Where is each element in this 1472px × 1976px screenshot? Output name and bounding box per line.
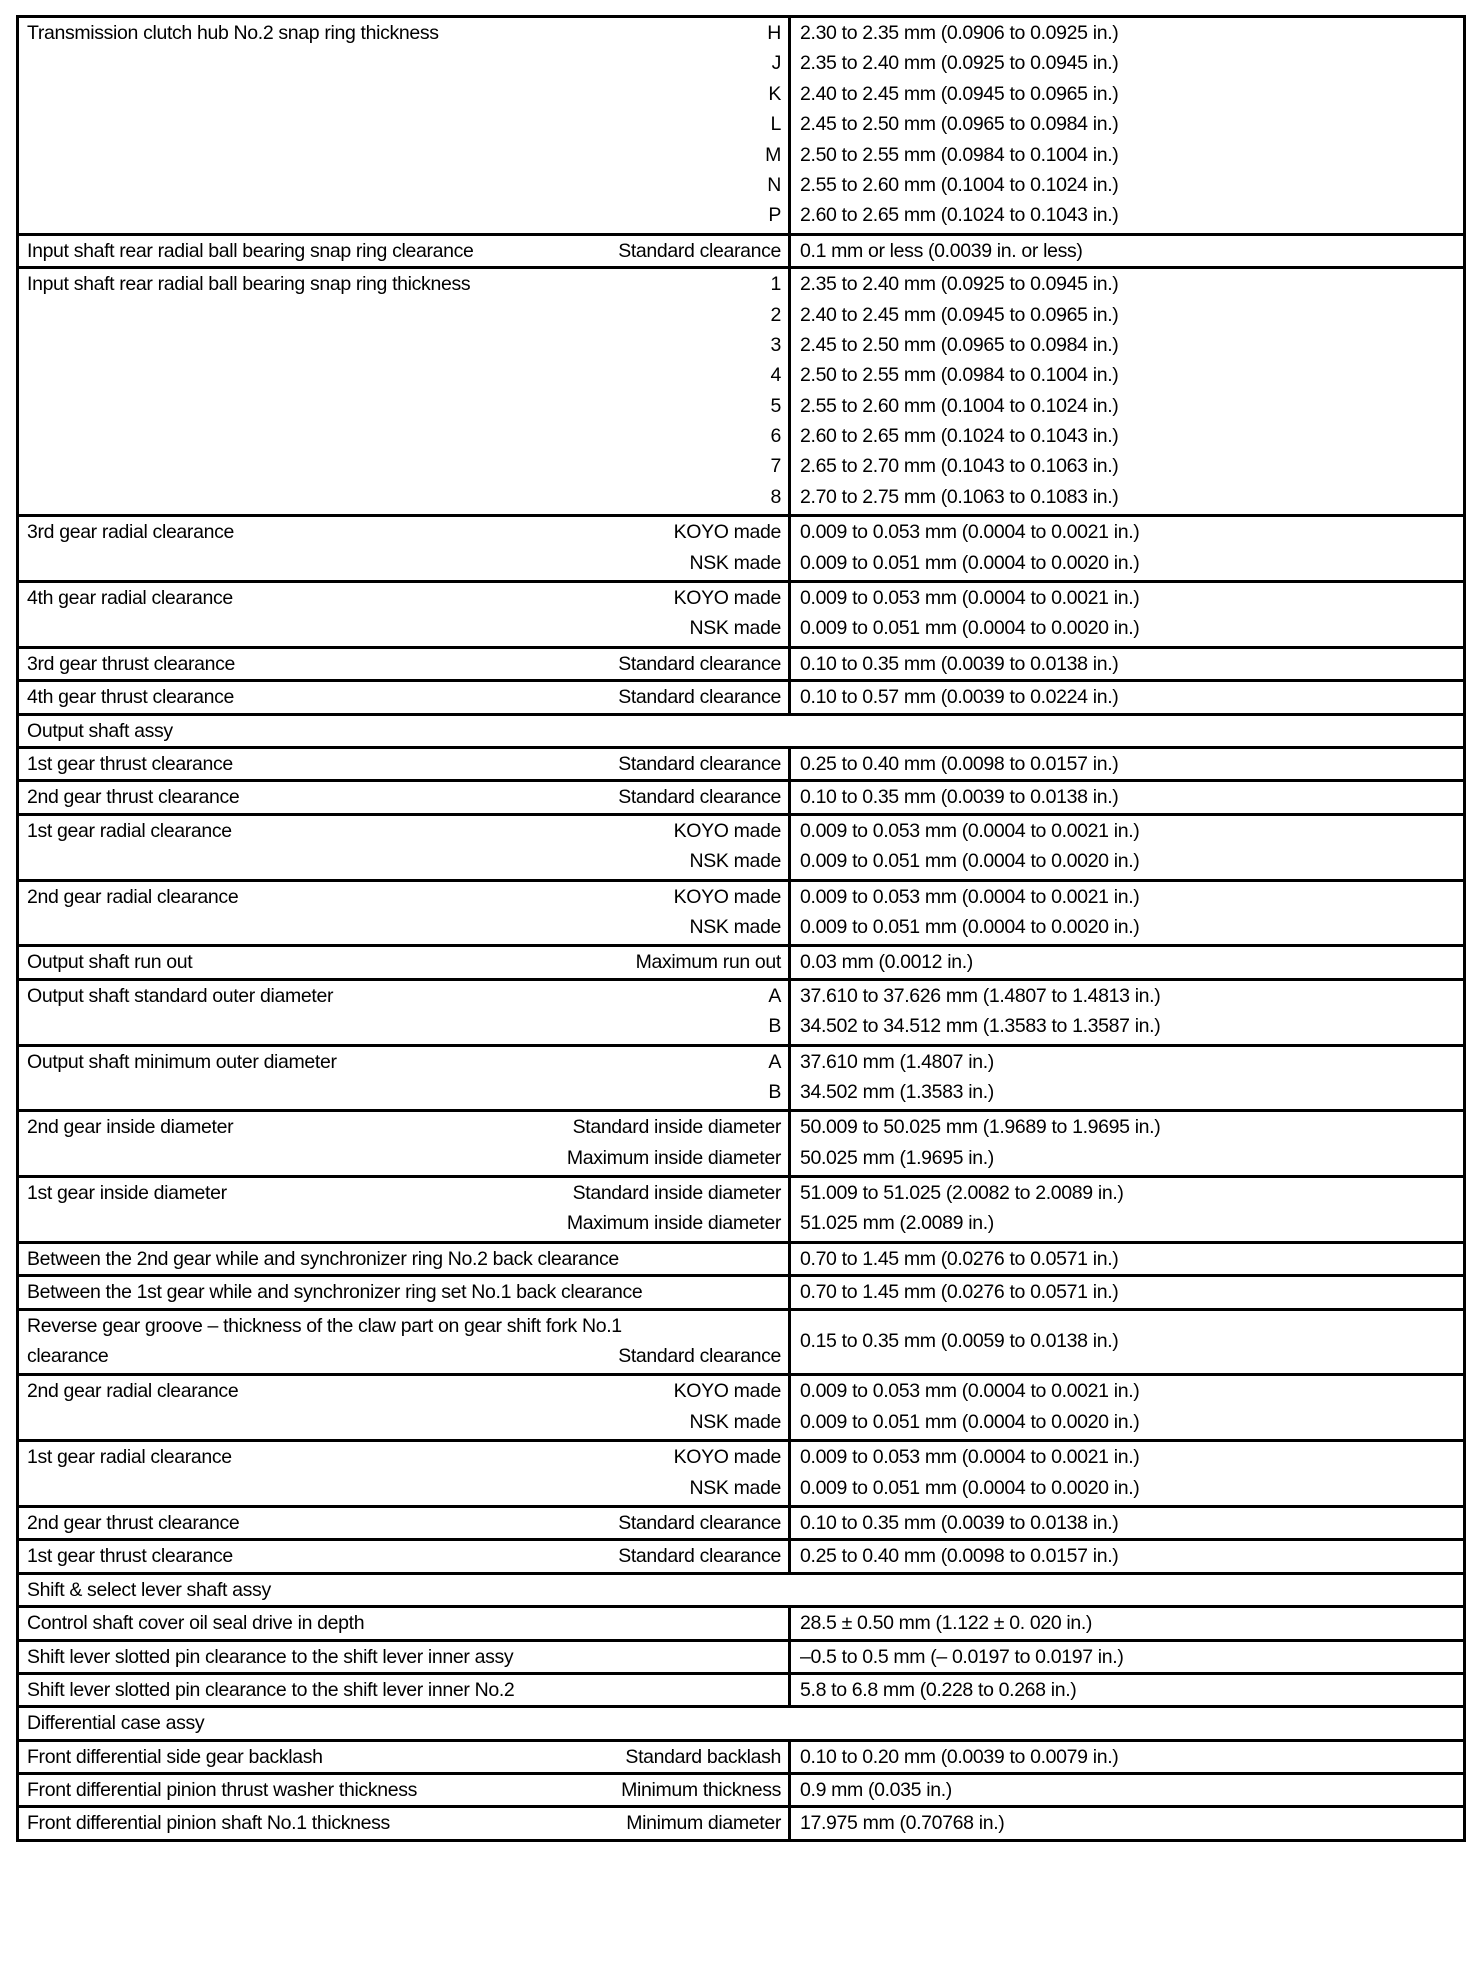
spec-item-line: [19, 451, 788, 481]
spec-item-label: 1st gear thrust clearance: [27, 1545, 233, 1568]
spec-item-label: 1st gear radial clearance: [27, 1446, 232, 1469]
spec-value: 2.50 to 2.55 mm (0.0984 to 0.1004 in.): [800, 364, 1119, 387]
spec-value: 2.40 to 2.45 mm (0.0945 to 0.0965 in.): [800, 303, 1119, 326]
spec-row: [18, 1045, 1465, 1111]
spec-value: 0.15 to 0.35 mm (0.0059 to 0.0138 in.): [800, 1329, 1119, 1352]
spec-qualifier: 3: [770, 333, 781, 356]
spec-value-cell: [790, 1774, 1465, 1807]
spec-qualifier: KOYO made: [673, 587, 781, 610]
section-header-cell: [18, 1573, 1465, 1606]
spec-item-line: [19, 981, 788, 1011]
spec-qualifier: L: [770, 113, 781, 136]
spec-item-line: [19, 1077, 788, 1107]
spec-row: [18, 647, 1465, 680]
spec-item-cell: [18, 1774, 790, 1807]
spec-row: [18, 1506, 1465, 1539]
spec-value: 34.502 to 34.512 mm (1.3583 to 1.3587 in.): [800, 1015, 1161, 1038]
spec-value: 2.60 to 2.65 mm (0.1024 to 0.1043 in.): [800, 425, 1119, 448]
spec-value: 2.35 to 2.40 mm (0.0925 to 0.0945 in.): [800, 52, 1119, 75]
spec-row: [18, 681, 1465, 714]
spec-item-cell: [18, 268, 790, 516]
spec-qualifier: Standard clearance: [618, 1345, 781, 1368]
spec-qualifier: K: [768, 82, 781, 105]
spec-row: [18, 1774, 1465, 1807]
spec-row: [18, 1242, 1465, 1275]
spec-item-cell: [18, 1242, 790, 1275]
spec-item-cell: [18, 979, 790, 1045]
spec-qualifier: KOYO made: [673, 521, 781, 544]
spec-qualifier: B: [768, 1080, 781, 1103]
spec-item-cell: [18, 582, 790, 648]
spec-value: 50.025 mm (1.9695 in.): [800, 1146, 994, 1169]
section-header-row: [18, 1573, 1465, 1606]
spec-item-line: [19, 1808, 788, 1838]
spec-item-line: [19, 1143, 788, 1173]
spec-value: 2.60 to 2.65 mm (0.1024 to 0.1043 in.): [800, 204, 1119, 227]
spec-qualifier: Standard inside diameter: [572, 1116, 781, 1139]
spec-item-line: [19, 18, 788, 48]
spec-item-line: [19, 782, 788, 812]
spec-value: 0.10 to 0.35 mm (0.0039 to 0.0138 in.): [800, 1511, 1119, 1534]
spec-value-cell: [790, 1375, 1465, 1441]
spec-qualifier: A: [768, 984, 781, 1007]
spec-value-cell: [790, 1640, 1465, 1673]
spec-item-line: [19, 1277, 788, 1307]
spec-value-cell: [790, 781, 1465, 814]
spec-value: 37.610 to 37.626 mm (1.4807 to 1.4813 in.): [800, 984, 1161, 1007]
spec-qualifier: Standard clearance: [618, 652, 781, 675]
spec-item-line: [19, 1508, 788, 1538]
spec-qualifier: Maximum inside diameter: [566, 1212, 781, 1235]
spec-value-cell: [790, 1506, 1465, 1539]
spec-item-cell: [18, 1607, 790, 1640]
spec-item-label: Output shaft minimum outer diameter: [27, 1050, 337, 1073]
spec-item-line: [19, 947, 788, 977]
spec-value: 0.009 to 0.053 mm (0.0004 to 0.0021 in.): [800, 521, 1140, 544]
spec-value-cell: [790, 880, 1465, 946]
spec-item-line: [19, 48, 788, 78]
spec-item-line: [19, 330, 788, 360]
spec-qualifier: Standard clearance: [618, 686, 781, 709]
spec-row: [18, 516, 1465, 582]
spec-value-cell: [790, 1111, 1465, 1177]
spec-value-cell: [790, 516, 1465, 582]
spec-item-cell: [18, 1506, 790, 1539]
spec-value: 0.10 to 0.35 mm (0.0039 to 0.0138 in.): [800, 786, 1119, 809]
spec-qualifier: NSK made: [689, 551, 781, 574]
spec-qualifier: 2: [770, 303, 781, 326]
spec-row: [18, 17, 1465, 235]
spec-item-line: [19, 1473, 788, 1503]
spec-row: [18, 1607, 1465, 1640]
spec-value-cell: [790, 1441, 1465, 1507]
spec-value: 0.70 to 1.45 mm (0.0276 to 0.0571 in.): [800, 1281, 1119, 1304]
spec-item-line: [19, 391, 788, 421]
spec-qualifier: H: [767, 22, 781, 44]
spec-item-cell: [18, 1276, 790, 1309]
spec-item-line: [19, 236, 788, 266]
spec-row: [18, 781, 1465, 814]
spec-qualifier: NSK made: [689, 850, 781, 873]
spec-value: 51.009 to 51.025 (2.0082 to 2.0089 in.): [800, 1182, 1124, 1205]
specification-table: [16, 15, 1466, 1842]
spec-row: [18, 1540, 1465, 1573]
spec-value: 28.5 ± 0.50 mm (1.122 ± 0. 020 in.): [800, 1612, 1093, 1635]
spec-row: [18, 814, 1465, 880]
spec-value-cell: [790, 814, 1465, 880]
spec-item-label: Input shaft rear radial ball bearing snap ring thickness: [27, 273, 471, 296]
spec-item-line: [19, 882, 788, 912]
spec-item-line: [19, 360, 788, 390]
spec-row: [18, 1111, 1465, 1177]
spec-item-cell: [18, 1740, 790, 1773]
spec-value-cell: [790, 1177, 1465, 1243]
spec-item-line: [19, 1112, 788, 1142]
spec-row: [18, 1807, 1465, 1840]
spec-item-line: [19, 109, 788, 139]
spec-qualifier: KOYO made: [673, 819, 781, 842]
spec-qualifier: 6: [770, 425, 781, 448]
spec-qualifier: Standard backlash: [625, 1745, 781, 1768]
section-title: Differential case assy: [27, 1712, 205, 1735]
spec-qualifier: Standard clearance: [618, 239, 781, 262]
spec-value: 0.1 mm or less (0.0039 in. or less): [800, 239, 1083, 262]
spec-value: 0.03 mm (0.0012 in.): [800, 951, 973, 974]
spec-item-cell: [18, 1111, 790, 1177]
spec-value-cell: [790, 1540, 1465, 1573]
spec-value-cell: [790, 1607, 1465, 1640]
spec-item-label: 2nd gear radial clearance: [27, 885, 239, 908]
spec-row: [18, 1673, 1465, 1706]
section-title: Output shaft assy: [27, 719, 173, 742]
spec-value-cell: [790, 1807, 1465, 1840]
section-header-cell: [18, 1707, 1465, 1740]
spec-value-cell: [790, 1045, 1465, 1111]
spec-item-line: [19, 1775, 788, 1805]
spec-row: [18, 880, 1465, 946]
spec-item-line: [19, 548, 788, 578]
spec-qualifier: A: [768, 1050, 781, 1073]
spec-item-line: [19, 1742, 788, 1772]
spec-item-line: [19, 482, 788, 512]
spec-qualifier: 7: [770, 455, 781, 478]
spec-row: [18, 1276, 1465, 1309]
spec-row: [18, 268, 1465, 516]
spec-value-cell: [790, 747, 1465, 780]
spec-item-line: [19, 300, 788, 330]
spec-row: [18, 946, 1465, 979]
spec-item-cell: [18, 946, 790, 979]
spec-item-label: 3rd gear thrust clearance: [27, 652, 236, 675]
spec-value: 0.70 to 1.45 mm (0.0276 to 0.0571 in.): [800, 1247, 1119, 1270]
spec-value: 2.35 to 2.40 mm (0.0925 to 0.0945 in.): [800, 273, 1119, 296]
spec-qualifier: N: [767, 173, 781, 196]
spec-item-cell: [18, 1177, 790, 1243]
spec-item-line: [19, 1675, 788, 1705]
spec-value: 0.25 to 0.40 mm (0.0098 to 0.0157 in.): [800, 1545, 1119, 1568]
spec-item-cell: [18, 1673, 790, 1706]
spec-item-line: [19, 749, 788, 779]
spec-row: [18, 234, 1465, 267]
spec-value-cell: [790, 582, 1465, 648]
spec-value: 0.009 to 0.051 mm (0.0004 to 0.0020 in.): [800, 850, 1140, 873]
spec-qualifier: Standard clearance: [618, 1545, 781, 1568]
spec-item-line: [19, 517, 788, 547]
section-header-row: [18, 1707, 1465, 1740]
spec-item-cell: [18, 781, 790, 814]
spec-value: 0.25 to 0.40 mm (0.0098 to 0.0157 in.): [800, 752, 1119, 775]
spec-qualifier: Standard clearance: [618, 1511, 781, 1534]
spec-item-line: [19, 816, 788, 846]
spec-qualifier: 8: [770, 485, 781, 508]
spec-item-label: 2nd gear thrust clearance: [27, 1511, 240, 1534]
spec-item-cell: [18, 1309, 790, 1375]
spec-qualifier: KOYO made: [673, 885, 781, 908]
spec-item-line: [19, 1244, 788, 1274]
spec-value: 2.55 to 2.60 mm (0.1004 to 0.1024 in.): [800, 394, 1119, 417]
spec-item-line: [19, 1442, 788, 1472]
spec-value: 0.009 to 0.053 mm (0.0004 to 0.0021 in.): [800, 1446, 1140, 1469]
spec-item-line: [19, 421, 788, 451]
spec-value: 0.009 to 0.051 mm (0.0004 to 0.0020 in.): [800, 551, 1140, 574]
spec-value: 0.009 to 0.053 mm (0.0004 to 0.0021 in.): [800, 1380, 1140, 1403]
spec-value: 2.55 to 2.60 mm (0.1004 to 0.1024 in.): [800, 173, 1119, 196]
section-header-cell: [18, 714, 1465, 747]
spec-value: 0.009 to 0.053 mm (0.0004 to 0.0021 in.): [800, 819, 1140, 842]
spec-item-label: Front differential pinion shaft No.1 thickness: [27, 1812, 390, 1835]
spec-item-line: [19, 1541, 788, 1571]
spec-item-line: [19, 170, 788, 200]
spec-value: 2.70 to 2.75 mm (0.1063 to 0.1083 in.): [800, 485, 1119, 508]
spec-item-label: clearance: [27, 1345, 109, 1368]
spec-qualifier: Standard clearance: [618, 752, 781, 775]
spec-item-cell: [18, 1375, 790, 1441]
spec-qualifier: Standard clearance: [618, 786, 781, 809]
spec-row: [18, 582, 1465, 648]
spec-item-line: [19, 1208, 788, 1238]
spec-qualifier: Minimum diameter: [626, 1812, 781, 1835]
spec-item-label: Between the 1st gear while and synchronizer ring set No.1 back clearance: [27, 1281, 643, 1304]
spec-qualifier: B: [768, 1015, 781, 1038]
spec-value: 2.45 to 2.50 mm (0.0965 to 0.0984 in.): [800, 333, 1119, 356]
spec-item-label: Front differential side gear backlash: [27, 1745, 323, 1768]
spec-item-label: Shift lever slotted pin clearance to the shift lever inner assy: [27, 1645, 514, 1668]
spec-row: [18, 1309, 1465, 1375]
spec-qualifier: NSK made: [689, 915, 781, 938]
spec-value: 17.975 mm (0.70768 in.): [800, 1812, 1005, 1835]
spec-item-line: [19, 1376, 788, 1406]
spec-item-label: Input shaft rear radial ball bearing snap ring clearance: [27, 239, 474, 262]
spec-item-cell: [18, 1441, 790, 1507]
spec-item-label: Transmission clutch hub No.2 snap ring thickness: [27, 22, 439, 44]
spec-item-line: [19, 79, 788, 109]
spec-qualifier: NSK made: [689, 1410, 781, 1433]
spec-value-cell: [790, 979, 1465, 1045]
spec-qualifier: 4: [770, 364, 781, 387]
spec-item-label: 1st gear inside diameter: [27, 1182, 227, 1205]
spec-value-cell: [790, 1740, 1465, 1773]
spec-value: 34.502 mm (1.3583 in.): [800, 1080, 994, 1103]
spec-item-cell: [18, 1540, 790, 1573]
spec-item-cell: [18, 234, 790, 267]
spec-value-cell: [790, 17, 1465, 235]
spec-value-cell: [790, 647, 1465, 680]
spec-item-cell: [18, 516, 790, 582]
spec-value: 50.009 to 50.025 mm (1.9689 to 1.9695 in.): [800, 1116, 1161, 1139]
specification-table-body: [18, 17, 1465, 1841]
spec-item-line: [19, 1642, 788, 1672]
spec-item-cell: [18, 814, 790, 880]
spec-value: 0.009 to 0.051 mm (0.0004 to 0.0020 in.): [800, 1410, 1140, 1433]
section-header-row: [18, 714, 1465, 747]
spec-qualifier: Minimum thickness: [621, 1779, 781, 1802]
spec-value: 0.009 to 0.053 mm (0.0004 to 0.0021 in.): [800, 587, 1140, 610]
spec-value: 37.610 mm (1.4807 in.): [800, 1050, 994, 1073]
spec-value: 2.50 to 2.55 mm (0.0984 to 0.1004 in.): [800, 143, 1119, 166]
spec-value-cell: [790, 1276, 1465, 1309]
spec-item-label: 2nd gear radial clearance: [27, 1380, 239, 1403]
spec-value: 0.009 to 0.051 mm (0.0004 to 0.0020 in.): [800, 617, 1140, 640]
spec-value-cell: [790, 1673, 1465, 1706]
spec-item-cell: [18, 1640, 790, 1673]
spec-value: 0.009 to 0.051 mm (0.0004 to 0.0020 in.): [800, 915, 1140, 938]
spec-value: 0.10 to 0.35 mm (0.0039 to 0.0138 in.): [800, 652, 1119, 675]
spec-item-label: Control shaft cover oil seal drive in depth: [27, 1612, 365, 1635]
spec-qualifier: NSK made: [689, 617, 781, 640]
spec-qualifier: 5: [770, 394, 781, 417]
spec-value: 51.025 mm (2.0089 in.): [800, 1212, 994, 1235]
spec-value-cell: [790, 681, 1465, 714]
spec-value: –0.5 to 0.5 mm (– 0.0197 to 0.0197 in.): [800, 1645, 1124, 1668]
spec-value: 0.10 to 0.57 mm (0.0039 to 0.0224 in.): [800, 686, 1119, 709]
spec-item-label: Output shaft run out: [27, 951, 193, 974]
spec-item-line: [19, 1311, 788, 1341]
section-title: Shift & select lever shaft assy: [27, 1578, 271, 1601]
spec-item-label: 2nd gear inside diameter: [27, 1116, 234, 1139]
spec-item-cell: [18, 681, 790, 714]
spec-qualifier: P: [768, 204, 781, 227]
spec-item-line: [19, 682, 788, 712]
spec-item-label: 2nd gear thrust clearance: [27, 786, 240, 809]
spec-item-cell: [18, 1045, 790, 1111]
spec-value: 2.65 to 2.70 mm (0.1043 to 0.1063 in.): [800, 455, 1119, 478]
spec-value: 0.009 to 0.053 mm (0.0004 to 0.0021 in.): [800, 885, 1140, 908]
spec-item-cell: [18, 880, 790, 946]
spec-value: 5.8 to 6.8 mm (0.228 to 0.268 in.): [800, 1678, 1077, 1701]
spec-item-line: [19, 1608, 788, 1638]
spec-row: [18, 1441, 1465, 1507]
spec-qualifier: Maximum inside diameter: [566, 1146, 781, 1169]
spec-item-label: Reverse gear groove – thickness of the claw part on gear shift fork No.1: [27, 1314, 622, 1337]
spec-item-line: [19, 1341, 788, 1371]
spec-row: [18, 1740, 1465, 1773]
spec-value: 2.40 to 2.45 mm (0.0945 to 0.0965 in.): [800, 82, 1119, 105]
spec-item-label: 3rd gear radial clearance: [27, 521, 234, 544]
spec-item-label: Output shaft standard outer diameter: [27, 984, 334, 1007]
spec-item-label: Shift lever slotted pin clearance to the shift lever inner No.2: [27, 1678, 515, 1701]
spec-item-line: [19, 613, 788, 643]
spec-item-cell: [18, 1807, 790, 1840]
spec-value: 2.30 to 2.35 mm (0.0906 to 0.0925 in.): [800, 22, 1119, 44]
spec-row: [18, 747, 1465, 780]
spec-item-line: [19, 1407, 788, 1437]
spec-item-label: 4th gear thrust clearance: [27, 686, 234, 709]
spec-qualifier: KOYO made: [673, 1380, 781, 1403]
spec-qualifier: Standard inside diameter: [572, 1182, 781, 1205]
spec-value-cell: [790, 268, 1465, 516]
spec-value-cell: [790, 1309, 1465, 1375]
spec-item-cell: [18, 647, 790, 680]
spec-row: [18, 1640, 1465, 1673]
spec-item-line: [19, 140, 788, 170]
spec-value: 0.9 mm (0.035 in.): [800, 1779, 952, 1802]
spec-qualifier: J: [771, 52, 781, 75]
spec-qualifier: 1: [770, 273, 781, 296]
spec-value-cell: [790, 1242, 1465, 1275]
spec-value-cell: [790, 946, 1465, 979]
spec-item-line: [19, 649, 788, 679]
spec-item-line: [19, 269, 788, 299]
spec-value: 0.009 to 0.051 mm (0.0004 to 0.0020 in.): [800, 1476, 1140, 1499]
spec-item-label: Front differential pinion thrust washer thickness: [27, 1779, 418, 1802]
spec-item-line: [19, 1011, 788, 1041]
spec-item-label: 1st gear thrust clearance: [27, 752, 233, 775]
spec-value: 2.45 to 2.50 mm (0.0965 to 0.0984 in.): [800, 113, 1119, 136]
spec-item-line: [19, 1178, 788, 1208]
spec-item-cell: [18, 17, 790, 235]
spec-qualifier: NSK made: [689, 1476, 781, 1499]
spec-item-label: Between the 2nd gear while and synchronizer ring No.2 back clearance: [27, 1247, 619, 1270]
spec-row: [18, 1375, 1465, 1441]
spec-item-line: [19, 912, 788, 942]
spec-item-label: 1st gear radial clearance: [27, 819, 232, 842]
spec-item-line: [19, 583, 788, 613]
spec-qualifier: KOYO made: [673, 1446, 781, 1469]
spec-value: 0.10 to 0.20 mm (0.0039 to 0.0079 in.): [800, 1745, 1119, 1768]
spec-item-label: 4th gear radial clearance: [27, 587, 233, 610]
spec-row: [18, 1177, 1465, 1243]
spec-qualifier: Maximum run out: [635, 951, 781, 974]
spec-item-line: [19, 200, 788, 230]
spec-item-cell: [18, 747, 790, 780]
spec-value-cell: [790, 234, 1465, 267]
spec-qualifier: M: [765, 143, 781, 166]
spec-item-line: [19, 1047, 788, 1077]
spec-item-line: [19, 846, 788, 876]
spec-row: [18, 979, 1465, 1045]
